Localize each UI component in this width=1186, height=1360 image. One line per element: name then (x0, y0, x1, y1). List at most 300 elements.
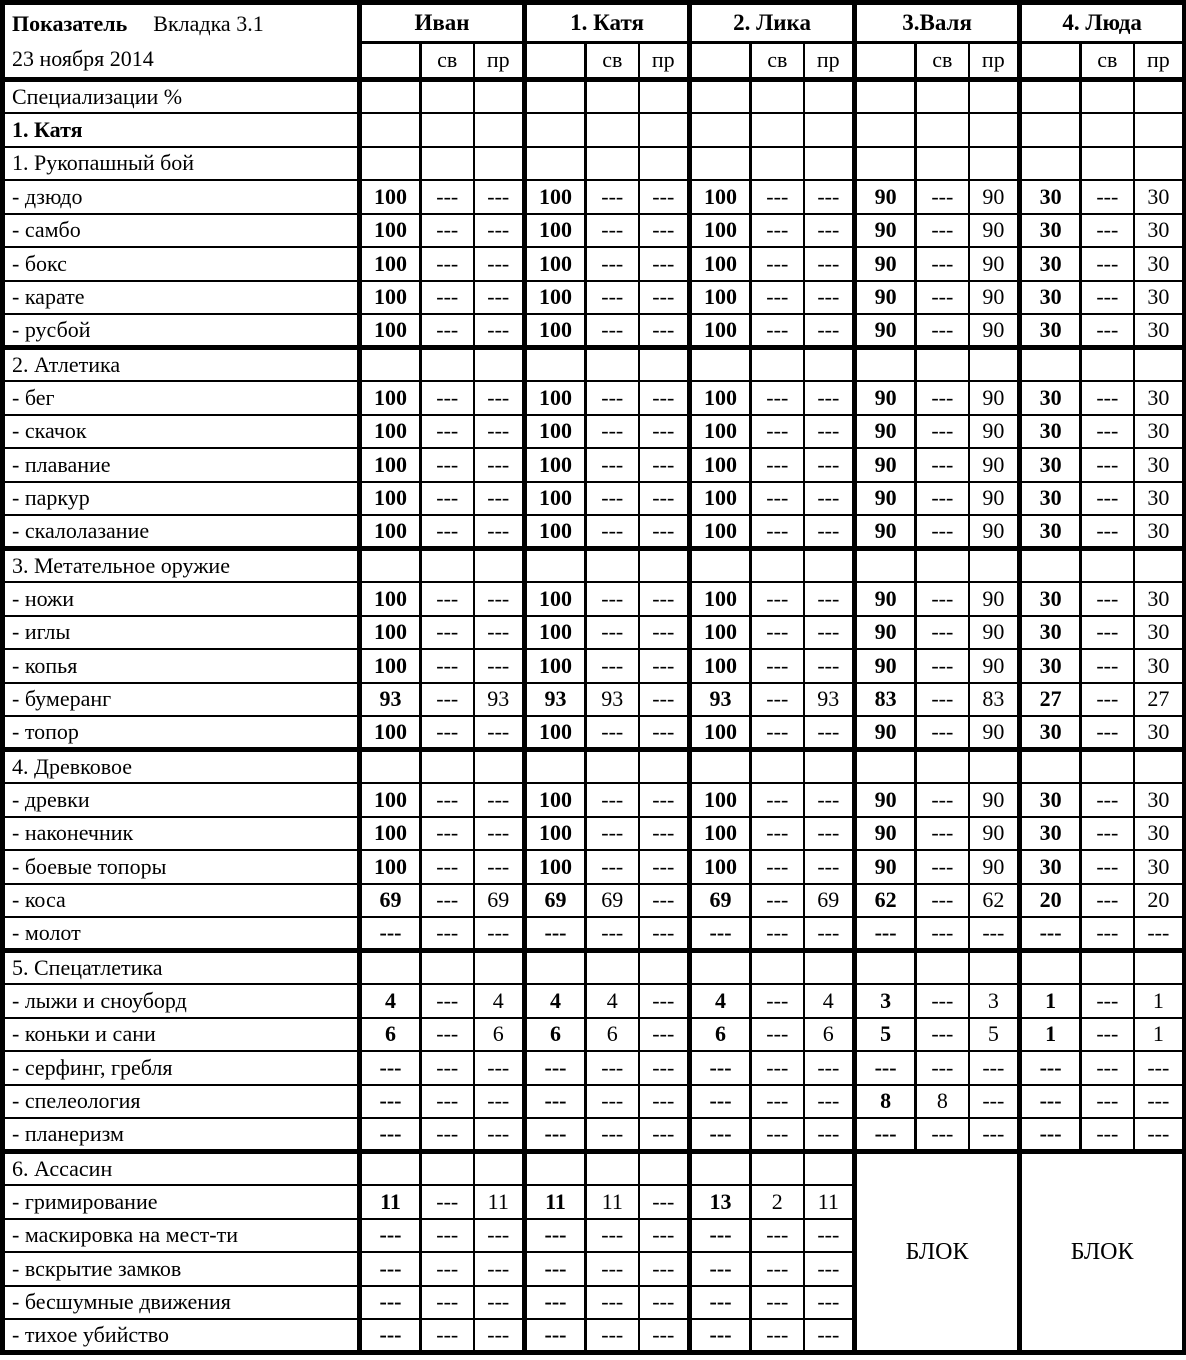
value-cell[interactable]: 90 (969, 649, 1020, 683)
value-cell[interactable] (1081, 147, 1134, 181)
value-cell[interactable] (586, 348, 639, 382)
value-cell[interactable] (969, 348, 1020, 382)
value-cell[interactable] (421, 147, 474, 181)
value-cell[interactable]: --- (525, 1252, 586, 1286)
value-cell[interactable]: --- (804, 180, 855, 214)
row-label[interactable]: - спелеология (3, 1085, 360, 1119)
value-cell[interactable]: --- (639, 582, 690, 616)
sub-header-pr[interactable]: пр (639, 42, 690, 79)
value-cell[interactable] (916, 113, 969, 147)
value-cell[interactable]: 100 (360, 850, 421, 884)
value-cell[interactable] (421, 80, 474, 114)
value-cell[interactable]: --- (421, 482, 474, 516)
row-label[interactable]: - скалолазание (3, 515, 360, 549)
value-cell[interactable] (804, 750, 855, 784)
value-cell[interactable] (969, 147, 1020, 181)
value-cell[interactable]: --- (1081, 381, 1134, 415)
value-cell[interactable] (855, 750, 916, 784)
value-cell[interactable]: 100 (690, 381, 751, 415)
value-cell[interactable] (360, 348, 421, 382)
row-label[interactable]: - гримирование (3, 1185, 360, 1219)
value-cell[interactable] (1020, 750, 1081, 784)
value-cell[interactable]: --- (586, 582, 639, 616)
row-label[interactable]: - коса (3, 884, 360, 918)
value-cell[interactable]: --- (1081, 180, 1134, 214)
value-cell[interactable] (525, 113, 586, 147)
value-cell[interactable] (690, 348, 751, 382)
value-cell[interactable]: --- (360, 917, 421, 951)
value-cell[interactable]: --- (916, 1018, 969, 1052)
value-cell[interactable]: 90 (855, 817, 916, 851)
value-cell[interactable] (751, 951, 804, 985)
value-cell[interactable]: --- (639, 850, 690, 884)
value-cell[interactable]: 30 (1134, 582, 1185, 616)
value-cell[interactable]: 90 (855, 247, 916, 281)
value-cell[interactable]: 100 (360, 482, 421, 516)
value-cell[interactable]: 93 (360, 683, 421, 717)
value-cell[interactable]: --- (421, 649, 474, 683)
value-cell[interactable] (916, 80, 969, 114)
value-cell[interactable]: --- (360, 1085, 421, 1119)
value-cell[interactable]: 100 (690, 482, 751, 516)
value-cell[interactable]: 90 (969, 616, 1020, 650)
value-cell[interactable] (474, 348, 525, 382)
value-cell[interactable]: --- (639, 1252, 690, 1286)
value-cell[interactable]: --- (751, 415, 804, 449)
value-cell[interactable]: 30 (1134, 180, 1185, 214)
corner-cell[interactable] (3, 3, 360, 80)
value-cell[interactable]: --- (1081, 314, 1134, 348)
sub-header-pr[interactable]: пр (969, 42, 1020, 79)
value-cell[interactable] (855, 549, 916, 583)
value-cell[interactable]: --- (421, 281, 474, 315)
value-cell[interactable]: --- (751, 180, 804, 214)
value-cell[interactable]: --- (525, 1085, 586, 1119)
row-label[interactable]: 1. Катя (3, 113, 360, 147)
value-cell[interactable]: 20 (1020, 884, 1081, 918)
value-cell[interactable]: --- (421, 1118, 474, 1152)
value-cell[interactable]: --- (916, 783, 969, 817)
value-cell[interactable]: --- (969, 1118, 1020, 1152)
value-cell[interactable]: --- (474, 616, 525, 650)
value-cell[interactable]: 90 (969, 482, 1020, 516)
value-cell[interactable] (1134, 750, 1185, 784)
value-cell[interactable]: 100 (360, 716, 421, 750)
value-cell[interactable]: --- (474, 180, 525, 214)
value-cell[interactable]: --- (639, 917, 690, 951)
value-cell[interactable]: --- (474, 649, 525, 683)
value-cell[interactable]: 4 (474, 984, 525, 1018)
value-cell[interactable]: --- (1081, 984, 1134, 1018)
value-cell[interactable]: 100 (525, 716, 586, 750)
value-cell[interactable]: 100 (690, 415, 751, 449)
value-cell[interactable]: --- (639, 1118, 690, 1152)
value-cell[interactable]: 100 (525, 482, 586, 516)
value-cell[interactable]: --- (421, 582, 474, 616)
row-label[interactable]: - боевые топоры (3, 850, 360, 884)
sub-header-empty[interactable] (525, 42, 586, 79)
value-cell[interactable]: --- (1081, 917, 1134, 951)
row-label[interactable]: 5. Спецатлетика (3, 951, 360, 985)
value-cell[interactable]: --- (751, 917, 804, 951)
value-cell[interactable] (474, 750, 525, 784)
value-cell[interactable]: --- (525, 917, 586, 951)
value-cell[interactable]: 100 (360, 247, 421, 281)
value-cell[interactable]: --- (586, 1051, 639, 1085)
value-cell[interactable]: 90 (969, 247, 1020, 281)
value-cell[interactable]: --- (639, 817, 690, 851)
value-cell[interactable]: 100 (525, 381, 586, 415)
value-cell[interactable]: 20 (1134, 884, 1185, 918)
value-cell[interactable]: 1 (1134, 984, 1185, 1018)
value-cell[interactable]: 30 (1134, 448, 1185, 482)
value-cell[interactable]: 30 (1134, 649, 1185, 683)
value-cell[interactable]: 30 (1134, 716, 1185, 750)
value-cell[interactable] (586, 147, 639, 181)
value-cell[interactable] (360, 113, 421, 147)
sub-header-empty[interactable] (1020, 42, 1081, 79)
value-cell[interactable]: 100 (360, 515, 421, 549)
value-cell[interactable]: --- (474, 783, 525, 817)
value-cell[interactable] (916, 951, 969, 985)
value-cell[interactable]: --- (421, 884, 474, 918)
value-cell[interactable]: 30 (1020, 582, 1081, 616)
value-cell[interactable]: 100 (525, 850, 586, 884)
value-cell[interactable]: --- (804, 1085, 855, 1119)
value-cell[interactable]: --- (751, 281, 804, 315)
value-cell[interactable]: --- (639, 314, 690, 348)
value-cell[interactable]: --- (474, 448, 525, 482)
value-cell[interactable]: 6 (690, 1018, 751, 1052)
value-cell[interactable]: --- (1134, 917, 1185, 951)
value-cell[interactable]: --- (751, 984, 804, 1018)
sub-header-pr[interactable]: пр (1134, 42, 1185, 79)
value-cell[interactable]: --- (804, 716, 855, 750)
sub-header-sv[interactable]: св (586, 42, 639, 79)
value-cell[interactable]: --- (421, 1185, 474, 1219)
value-cell[interactable]: 27 (1020, 683, 1081, 717)
value-cell[interactable]: 90 (969, 582, 1020, 616)
value-cell[interactable] (586, 1152, 639, 1186)
value-cell[interactable] (804, 80, 855, 114)
value-cell[interactable]: 30 (1134, 415, 1185, 449)
value-cell[interactable]: 5 (855, 1018, 916, 1052)
value-cell[interactable]: --- (804, 850, 855, 884)
value-cell[interactable]: --- (804, 616, 855, 650)
value-cell[interactable]: --- (421, 515, 474, 549)
value-cell[interactable]: 100 (690, 448, 751, 482)
value-cell[interactable]: --- (1081, 850, 1134, 884)
value-cell[interactable]: --- (474, 482, 525, 516)
value-cell[interactable]: --- (421, 180, 474, 214)
value-cell[interactable]: 30 (1020, 214, 1081, 248)
value-cell[interactable]: 30 (1020, 247, 1081, 281)
row-label[interactable]: - бокс (3, 247, 360, 281)
value-cell[interactable]: 4 (690, 984, 751, 1018)
value-cell[interactable] (421, 951, 474, 985)
value-cell[interactable]: 30 (1020, 314, 1081, 348)
value-cell[interactable] (804, 147, 855, 181)
value-cell[interactable]: --- (916, 247, 969, 281)
value-cell[interactable] (586, 80, 639, 114)
value-cell[interactable]: --- (804, 1319, 855, 1353)
value-cell[interactable]: --- (421, 984, 474, 1018)
value-cell[interactable]: --- (855, 1118, 916, 1152)
value-cell[interactable] (916, 348, 969, 382)
value-cell[interactable]: --- (474, 314, 525, 348)
value-cell[interactable]: 100 (360, 415, 421, 449)
value-cell[interactable]: --- (1081, 649, 1134, 683)
value-cell[interactable]: --- (525, 1319, 586, 1353)
value-cell[interactable]: --- (525, 1118, 586, 1152)
value-cell[interactable]: 100 (525, 314, 586, 348)
value-cell[interactable]: --- (1081, 716, 1134, 750)
value-cell[interactable]: --- (639, 616, 690, 650)
value-cell[interactable]: --- (586, 850, 639, 884)
person-header-valya[interactable]: 3.Валя (855, 3, 1020, 43)
value-cell[interactable]: --- (639, 683, 690, 717)
value-cell[interactable] (360, 951, 421, 985)
value-cell[interactable]: --- (639, 214, 690, 248)
value-cell[interactable]: 4 (804, 984, 855, 1018)
row-label[interactable]: - иглы (3, 616, 360, 650)
value-cell[interactable]: --- (421, 917, 474, 951)
value-cell[interactable] (804, 1152, 855, 1186)
value-cell[interactable]: --- (1081, 448, 1134, 482)
value-cell[interactable]: 100 (525, 783, 586, 817)
value-cell[interactable]: --- (916, 984, 969, 1018)
value-cell[interactable]: --- (751, 1018, 804, 1052)
value-cell[interactable] (751, 147, 804, 181)
value-cell[interactable]: --- (969, 1085, 1020, 1119)
value-cell[interactable]: --- (916, 683, 969, 717)
value-cell[interactable]: --- (690, 1118, 751, 1152)
value-cell[interactable] (639, 750, 690, 784)
value-cell[interactable] (639, 113, 690, 147)
value-cell[interactable]: --- (916, 381, 969, 415)
value-cell[interactable]: 6 (360, 1018, 421, 1052)
value-cell[interactable]: 69 (360, 884, 421, 918)
value-cell[interactable] (804, 113, 855, 147)
value-cell[interactable]: --- (751, 884, 804, 918)
row-label[interactable]: - дзюдо (3, 180, 360, 214)
value-cell[interactable]: 90 (969, 180, 1020, 214)
value-cell[interactable] (474, 80, 525, 114)
row-label[interactable]: - серфинг, гребля (3, 1051, 360, 1085)
value-cell[interactable]: --- (586, 817, 639, 851)
value-cell[interactable] (639, 951, 690, 985)
value-cell[interactable]: 93 (690, 683, 751, 717)
value-cell[interactable] (690, 147, 751, 181)
value-cell[interactable]: --- (804, 381, 855, 415)
value-cell[interactable]: --- (1134, 1118, 1185, 1152)
value-cell[interactable]: --- (586, 247, 639, 281)
value-cell[interactable]: --- (586, 1085, 639, 1119)
value-cell[interactable]: 100 (360, 281, 421, 315)
value-cell[interactable]: --- (586, 917, 639, 951)
value-cell[interactable]: 100 (690, 180, 751, 214)
value-cell[interactable]: 100 (690, 515, 751, 549)
value-cell[interactable]: --- (1081, 247, 1134, 281)
value-cell[interactable]: 3 (969, 984, 1020, 1018)
value-cell[interactable]: 100 (360, 783, 421, 817)
value-cell[interactable]: --- (525, 1219, 586, 1253)
value-cell[interactable]: --- (751, 448, 804, 482)
value-cell[interactable]: 90 (855, 649, 916, 683)
value-cell[interactable]: --- (586, 180, 639, 214)
value-cell[interactable]: 100 (690, 649, 751, 683)
value-cell[interactable]: 90 (969, 850, 1020, 884)
value-cell[interactable]: 90 (969, 214, 1020, 248)
value-cell[interactable] (751, 113, 804, 147)
value-cell[interactable]: --- (474, 515, 525, 549)
value-cell[interactable] (1134, 951, 1185, 985)
value-cell[interactable]: --- (1020, 917, 1081, 951)
value-cell[interactable] (474, 549, 525, 583)
value-cell[interactable]: 90 (969, 448, 1020, 482)
value-cell[interactable] (525, 348, 586, 382)
value-cell[interactable] (690, 80, 751, 114)
row-label[interactable]: - наконечник (3, 817, 360, 851)
value-cell[interactable]: --- (639, 984, 690, 1018)
value-cell[interactable] (969, 750, 1020, 784)
value-cell[interactable]: 100 (360, 314, 421, 348)
value-cell[interactable] (639, 549, 690, 583)
value-cell[interactable]: --- (916, 817, 969, 851)
value-cell[interactable] (586, 549, 639, 583)
value-cell[interactable] (855, 951, 916, 985)
value-cell[interactable] (1081, 348, 1134, 382)
row-label[interactable]: - коньки и сани (3, 1018, 360, 1052)
value-cell[interactable]: --- (751, 1252, 804, 1286)
value-cell[interactable]: --- (751, 482, 804, 516)
value-cell[interactable]: 100 (360, 448, 421, 482)
value-cell[interactable]: --- (474, 214, 525, 248)
value-cell[interactable]: 90 (855, 716, 916, 750)
value-cell[interactable]: 30 (1020, 482, 1081, 516)
value-cell[interactable]: --- (639, 515, 690, 549)
value-cell[interactable] (360, 549, 421, 583)
value-cell[interactable]: 30 (1134, 515, 1185, 549)
value-cell[interactable] (360, 147, 421, 181)
value-cell[interactable] (916, 147, 969, 181)
value-cell[interactable]: --- (804, 783, 855, 817)
value-cell[interactable]: --- (1020, 1118, 1081, 1152)
value-cell[interactable] (639, 348, 690, 382)
value-cell[interactable] (1134, 147, 1185, 181)
value-cell[interactable]: 5 (969, 1018, 1020, 1052)
value-cell[interactable]: --- (586, 616, 639, 650)
value-cell[interactable]: 100 (690, 716, 751, 750)
value-cell[interactable]: --- (360, 1219, 421, 1253)
value-cell[interactable]: --- (639, 180, 690, 214)
value-cell[interactable]: --- (586, 448, 639, 482)
value-cell[interactable]: 100 (525, 247, 586, 281)
value-cell[interactable]: 6 (804, 1018, 855, 1052)
value-cell[interactable]: --- (751, 616, 804, 650)
value-cell[interactable]: 30 (1134, 247, 1185, 281)
value-cell[interactable]: 2 (751, 1185, 804, 1219)
value-cell[interactable]: 100 (690, 281, 751, 315)
value-cell[interactable] (525, 147, 586, 181)
value-cell[interactable]: 30 (1134, 850, 1185, 884)
value-cell[interactable]: 90 (855, 281, 916, 315)
value-cell[interactable]: --- (474, 817, 525, 851)
value-cell[interactable] (474, 951, 525, 985)
value-cell[interactable]: --- (916, 1051, 969, 1085)
value-cell[interactable] (1134, 549, 1185, 583)
value-cell[interactable]: 90 (855, 850, 916, 884)
sub-header-sv[interactable]: св (1081, 42, 1134, 79)
value-cell[interactable]: --- (1081, 281, 1134, 315)
value-cell[interactable]: 100 (525, 448, 586, 482)
value-cell[interactable]: --- (1081, 482, 1134, 516)
value-cell[interactable]: 90 (855, 381, 916, 415)
value-cell[interactable]: --- (421, 683, 474, 717)
value-cell[interactable]: --- (804, 482, 855, 516)
value-cell[interactable]: 100 (525, 214, 586, 248)
value-cell[interactable]: --- (1081, 683, 1134, 717)
value-cell[interactable]: --- (421, 247, 474, 281)
value-cell[interactable]: --- (421, 1085, 474, 1119)
value-cell[interactable] (751, 348, 804, 382)
value-cell[interactable]: --- (751, 582, 804, 616)
value-cell[interactable]: --- (1020, 1051, 1081, 1085)
value-cell[interactable]: 4 (360, 984, 421, 1018)
value-cell[interactable]: --- (639, 247, 690, 281)
value-cell[interactable]: 90 (855, 448, 916, 482)
value-cell[interactable]: --- (586, 381, 639, 415)
value-cell[interactable]: 90 (855, 515, 916, 549)
value-cell[interactable]: --- (690, 1319, 751, 1353)
value-cell[interactable] (1081, 549, 1134, 583)
value-cell[interactable] (1020, 348, 1081, 382)
value-cell[interactable] (690, 750, 751, 784)
row-label[interactable]: 6. Ассасин (3, 1152, 360, 1186)
value-cell[interactable]: 11 (474, 1185, 525, 1219)
value-cell[interactable]: 100 (525, 180, 586, 214)
value-cell[interactable]: 100 (360, 180, 421, 214)
value-cell[interactable]: 30 (1020, 850, 1081, 884)
value-cell[interactable]: --- (751, 381, 804, 415)
value-cell[interactable]: --- (751, 1319, 804, 1353)
value-cell[interactable]: 100 (360, 381, 421, 415)
row-label[interactable]: - топор (3, 716, 360, 750)
value-cell[interactable]: --- (474, 582, 525, 616)
value-cell[interactable]: 90 (855, 616, 916, 650)
value-cell[interactable]: 100 (690, 582, 751, 616)
value-cell[interactable]: --- (525, 1286, 586, 1320)
value-cell[interactable]: --- (586, 1252, 639, 1286)
row-label[interactable]: 3. Метательное оружие (3, 549, 360, 583)
row-label[interactable]: 1. Рукопашный бой (3, 147, 360, 181)
value-cell[interactable]: 1 (1020, 984, 1081, 1018)
value-cell[interactable]: --- (751, 649, 804, 683)
value-cell[interactable] (1134, 80, 1185, 114)
value-cell[interactable] (855, 147, 916, 181)
value-cell[interactable]: --- (916, 180, 969, 214)
value-cell[interactable]: 100 (360, 649, 421, 683)
value-cell[interactable]: 100 (360, 214, 421, 248)
value-cell[interactable]: 30 (1020, 448, 1081, 482)
sub-header-sv[interactable]: св (421, 42, 474, 79)
value-cell[interactable]: --- (639, 381, 690, 415)
value-cell[interactable]: --- (360, 1319, 421, 1353)
value-cell[interactable]: --- (969, 917, 1020, 951)
value-cell[interactable] (690, 549, 751, 583)
row-label[interactable]: - маскировка на мест-ти (3, 1219, 360, 1253)
value-cell[interactable]: 27 (1134, 683, 1185, 717)
